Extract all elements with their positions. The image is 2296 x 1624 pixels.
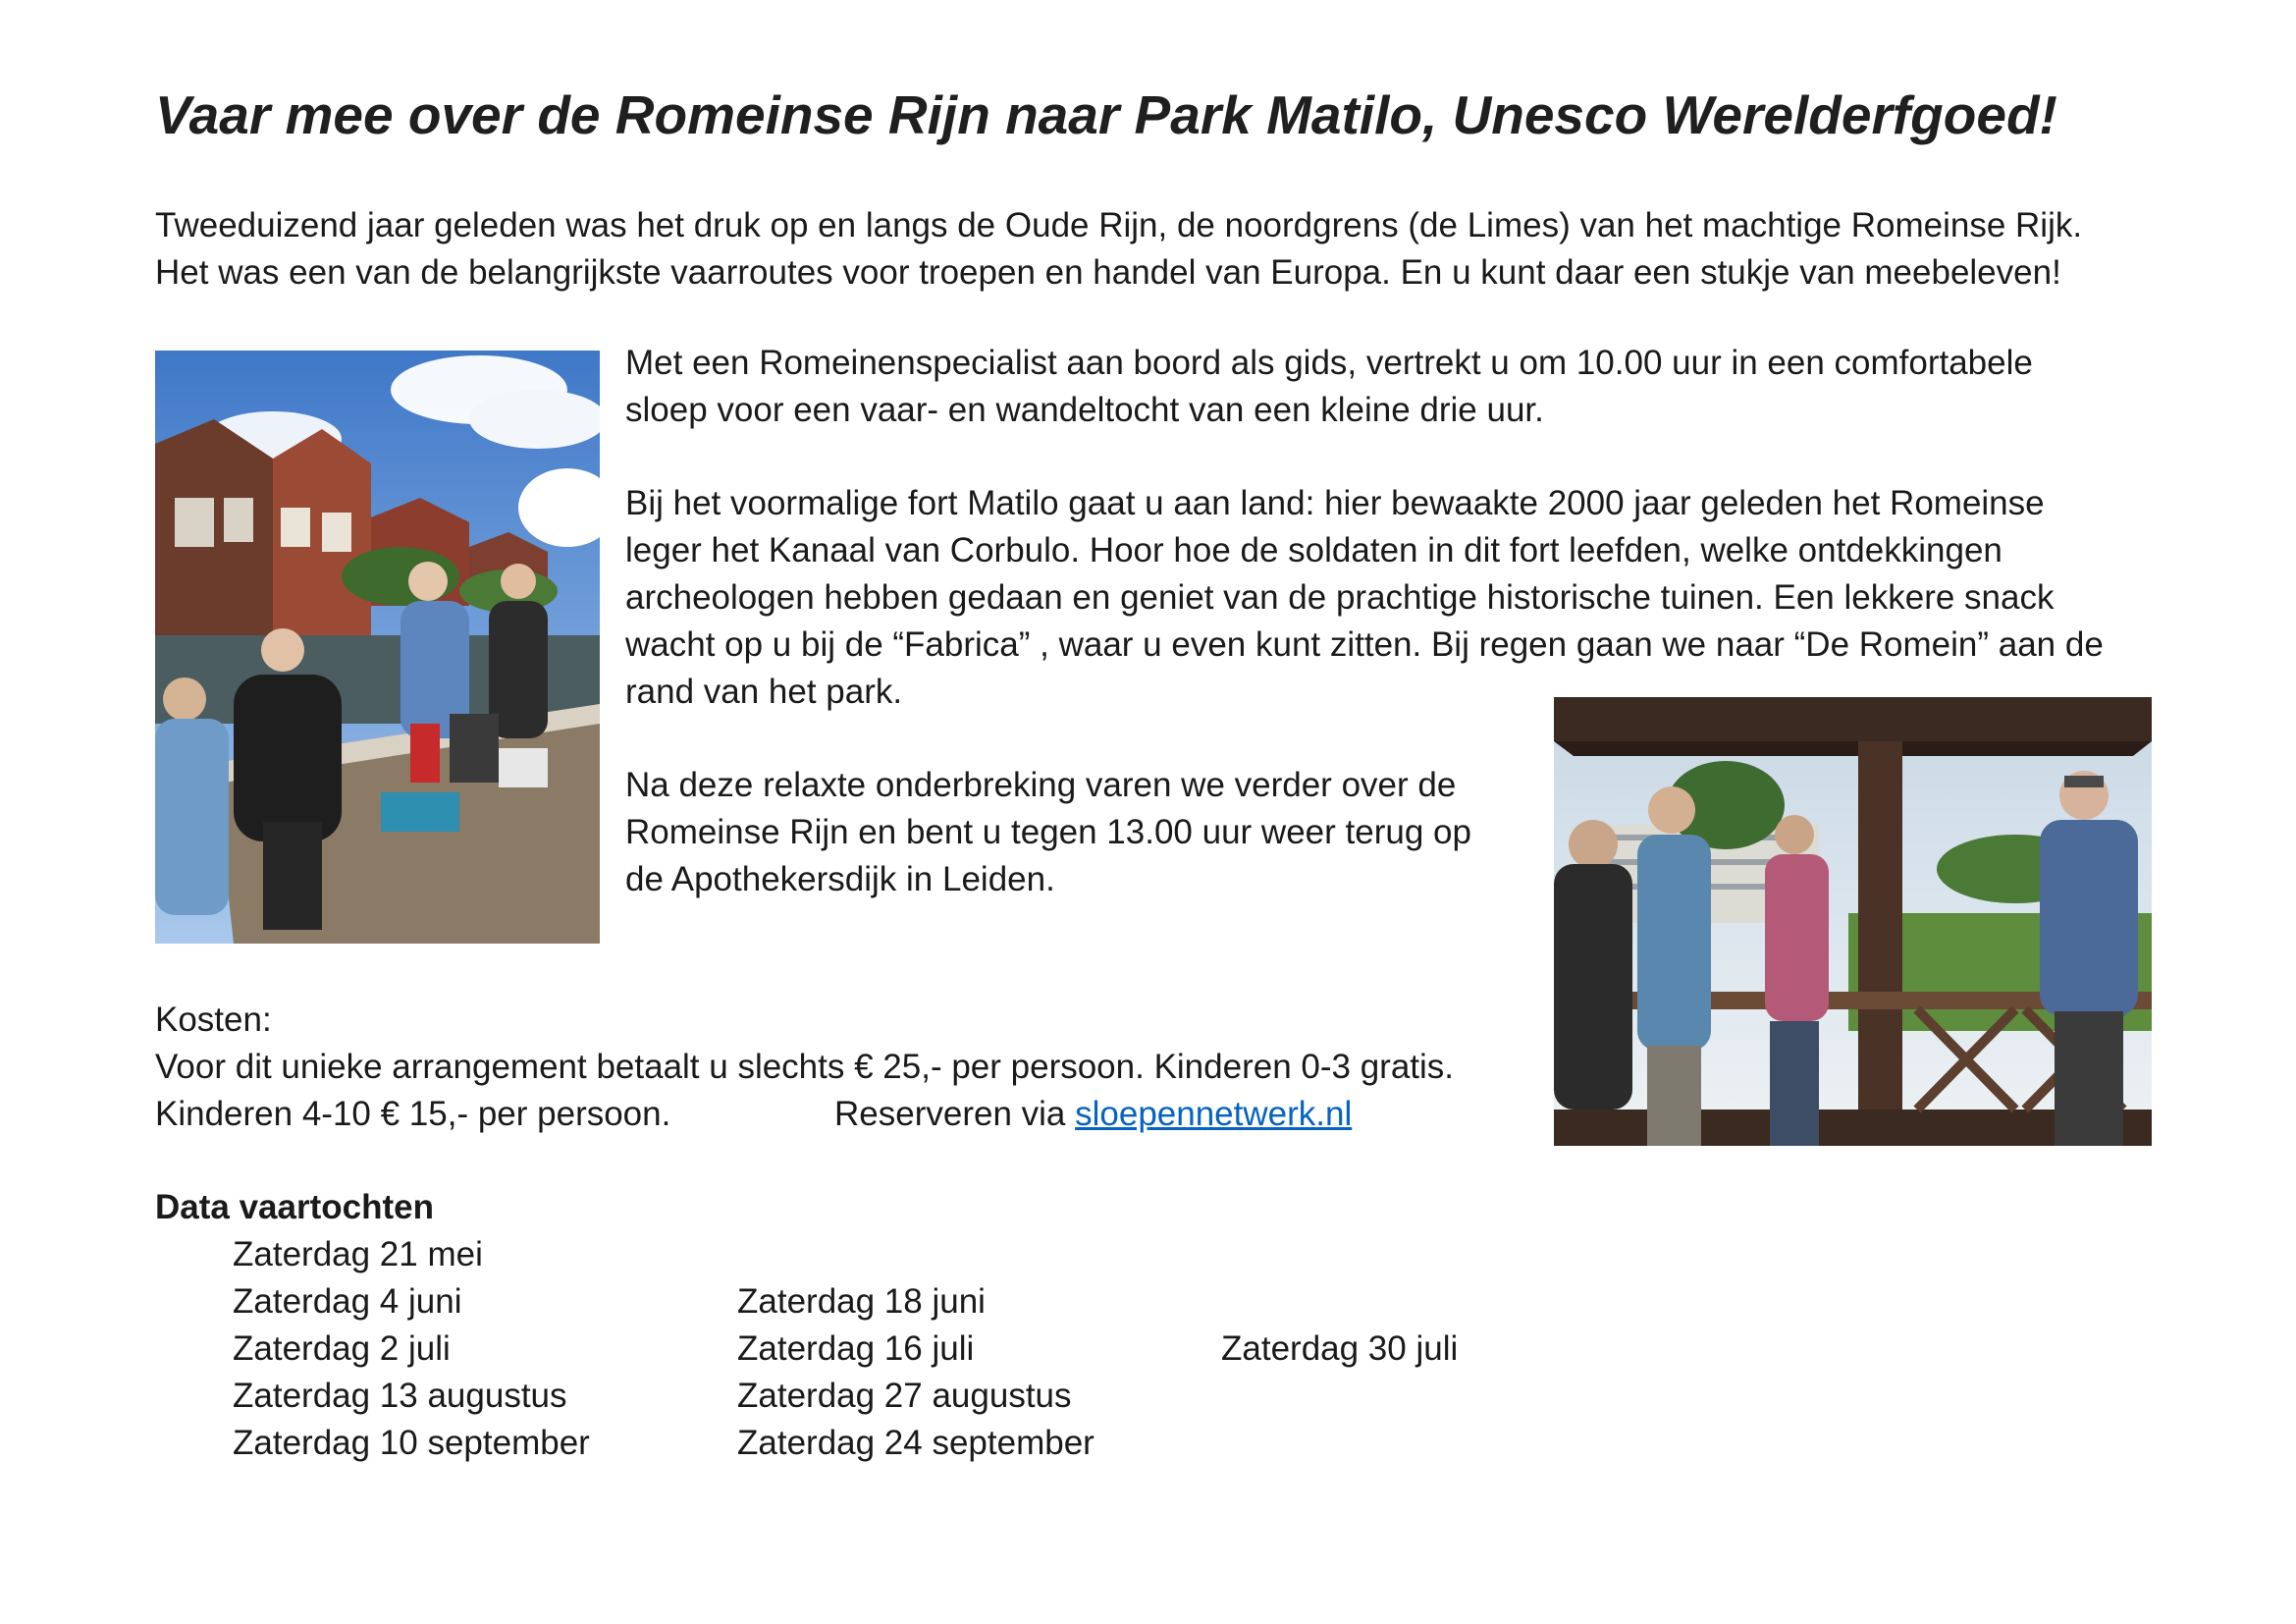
date-item: Zaterdag 2 juli [233,1329,451,1368]
page-title: Vaar mee over de Romeinse Rijn naar Park Matilo, Unesco Werelderfgoed! [155,84,2057,145]
intro-line: Tweeduizend jaar geleden was het druk op en langs de Oude Rijn, de noordgrens (de Limes) van het machtige Romeinse Rijk. [155,206,2083,244]
costs-heading: Kosten: [155,1001,272,1039]
paragraph-line: Met een Romeinenspecialist aan boord als gids, vertrekt u om 10.00 uur in een comfortabele [625,344,2033,382]
date-item: Zaterdag 10 september [233,1424,590,1462]
paragraph-line: leger het Kanaal van Corbulo. Hoor hoe de soldaten in dit fort leefden, welke ontdekkingen [625,531,2002,569]
boat-trip-photo [155,351,600,944]
guide-paragraph [625,340,2033,434]
date-item: Zaterdag 27 augustus [737,1377,1072,1415]
date-item: Zaterdag 4 juni [233,1282,462,1321]
matilo-paragraph [625,480,2104,716]
costs-section [155,997,1454,1138]
costs-line: Voor dit unieke arrangement betaalt u slechts € 25,- per persoon. Kinderen 0-3 gratis. [155,1048,1455,1086]
date-item: Zaterdag 13 augustus [233,1377,567,1415]
paragraph-line: Na deze relaxte onderbreking varen we verder over de [625,766,1457,804]
paragraph-line: wacht op u bij de “Fabrica” , waar u even kunt zitten. Bij regen gaan we naar “De Romein” aan de [625,625,2104,664]
intro-paragraph [155,202,2082,297]
date-item: Zaterdag 30 juli [1221,1329,1459,1368]
pavilion-group-photo [1554,697,2152,1146]
paragraph-line: Bij het voormalige fort Matilo gaat u aan land: hier bewaakte 2000 jaar geleden het Romeinse [625,484,2045,522]
paragraph-line: de Apothekersdijk in Leiden. [625,860,1055,898]
costs-line-2 [155,1091,1454,1138]
reserve-label: Reserveren via [834,1095,1076,1133]
paragraph-line: sloep voor een vaar- en wandeltocht van een kleine drie uur. [625,391,1544,429]
date-item: Zaterdag 24 september [737,1424,1095,1462]
date-item: Zaterdag 21 mei [233,1235,483,1273]
children-price: Kinderen 4-10 € 15,- per persoon. [155,1095,671,1133]
paragraph-line: archeologen hebben gedaan en geniet van de prachtige historische tuinen. Een lekkere snack [625,578,2055,617]
paragraph-line: Romeinse Rijn en bent u tegen 13.00 uur weer terug op [625,813,1471,851]
date-item: Zaterdag 16 juli [737,1329,975,1368]
reserve-link[interactable]: sloepennetwerk.nl [1075,1095,1353,1133]
return-paragraph [625,762,1471,903]
date-item: Zaterdag 18 juni [737,1282,986,1321]
dates-heading: Data vaartochten [155,1188,434,1226]
paragraph-line: rand van het park. [625,673,903,711]
intro-line: Het was een van de belangrijkste vaarroutes voor troepen en handel van Europa. En u kunt daar een stukje van meebeleven! [155,253,2061,292]
